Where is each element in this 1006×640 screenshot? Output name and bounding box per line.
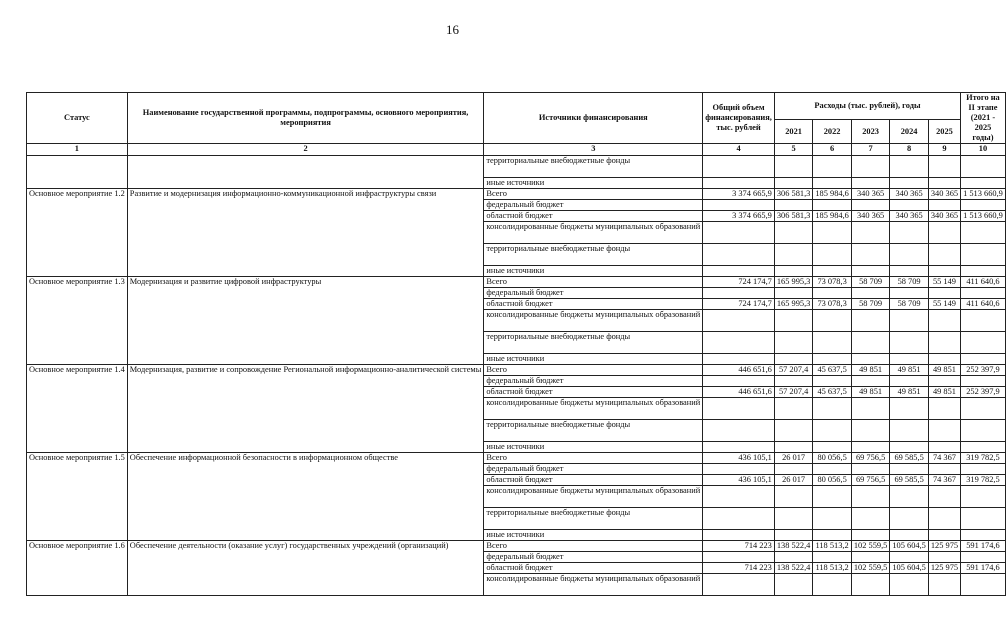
value-cell <box>928 486 960 508</box>
source-cell: консолидированные бюджеты муниципальных образований <box>484 398 703 420</box>
value-cell <box>961 244 1006 266</box>
value-cell <box>851 200 890 211</box>
source-cell: Всего <box>484 277 703 288</box>
value-cell <box>961 310 1006 332</box>
status-cell: Основное мероприятие 1.4 <box>27 365 128 453</box>
value-cell <box>851 244 890 266</box>
source-cell: территориальные внебюджетные фонды <box>484 420 703 442</box>
value-cell: 724 174,7 <box>703 277 775 288</box>
source-cell: федеральный бюджет <box>484 376 703 387</box>
name-cell <box>127 156 484 189</box>
value-cell: 55 149 <box>928 277 960 288</box>
source-cell: федеральный бюджет <box>484 464 703 475</box>
source-cell: федеральный бюджет <box>484 288 703 299</box>
value-cell <box>928 310 960 332</box>
source-cell: Всего <box>484 365 703 376</box>
value-cell <box>961 530 1006 541</box>
value-cell <box>890 508 929 530</box>
name-cell: Развитие и модернизация информационно-коммуникационной инфраструктуры связи <box>127 189 484 277</box>
value-cell <box>851 420 890 442</box>
value-cell: 69 756,5 <box>851 453 890 464</box>
value-cell: 714 223 <box>703 563 775 574</box>
value-cell <box>928 574 960 596</box>
value-cell: 58 709 <box>890 277 929 288</box>
value-cell <box>851 354 890 365</box>
name-cell: Обеспечение информационной безопасности в информационном обществе <box>127 453 484 541</box>
value-cell: 49 851 <box>851 365 890 376</box>
value-cell: 411 640,6 <box>961 299 1006 310</box>
value-cell: 26 017 <box>774 453 813 464</box>
value-cell <box>961 354 1006 365</box>
financing-table <box>26 92 1006 596</box>
value-cell: 26 017 <box>774 475 813 486</box>
value-cell <box>928 222 960 244</box>
value-cell <box>703 266 775 277</box>
source-cell: областной бюджет <box>484 387 703 398</box>
value-cell <box>890 442 929 453</box>
value-cell <box>774 310 813 332</box>
value-cell: 69 585,5 <box>890 453 929 464</box>
value-cell <box>703 464 775 475</box>
value-cell <box>928 442 960 453</box>
value-cell <box>703 222 775 244</box>
value-cell <box>703 442 775 453</box>
table-body <box>27 156 1006 596</box>
value-cell: 165 995,3 <box>774 299 813 310</box>
column-number: 3 <box>484 144 703 156</box>
value-cell <box>890 288 929 299</box>
value-cell <box>890 200 929 211</box>
value-cell <box>703 244 775 266</box>
value-cell <box>928 156 960 178</box>
value-cell <box>774 178 813 189</box>
value-cell: 165 995,3 <box>774 277 813 288</box>
value-cell <box>774 266 813 277</box>
source-cell: консолидированные бюджеты муниципальных образований <box>484 574 703 596</box>
value-cell <box>928 332 960 354</box>
value-cell: 340 365 <box>851 189 890 200</box>
value-cell <box>928 530 960 541</box>
value-cell <box>961 464 1006 475</box>
value-cell <box>813 552 852 563</box>
source-cell: консолидированные бюджеты муниципальных образований <box>484 310 703 332</box>
value-cell <box>703 376 775 387</box>
value-cell: 57 207,4 <box>774 365 813 376</box>
status-cell: Основное мероприятие 1.6 <box>27 541 128 596</box>
value-cell: 340 365 <box>890 211 929 222</box>
value-cell: 49 851 <box>890 365 929 376</box>
value-cell: 306 581,3 <box>774 211 813 222</box>
value-cell: 252 397,9 <box>961 387 1006 398</box>
value-cell <box>890 244 929 266</box>
value-cell: 74 367 <box>928 475 960 486</box>
value-cell: 340 365 <box>928 189 960 200</box>
value-cell <box>890 398 929 420</box>
table-row <box>27 189 1006 200</box>
value-cell: 340 365 <box>890 189 929 200</box>
value-cell <box>928 508 960 530</box>
value-cell: 45 637,5 <box>813 387 852 398</box>
value-cell <box>890 310 929 332</box>
source-cell: территориальные внебюджетные фонды <box>484 244 703 266</box>
value-cell <box>851 332 890 354</box>
value-cell <box>961 332 1006 354</box>
value-cell <box>774 354 813 365</box>
column-number: 8 <box>890 144 929 156</box>
value-cell <box>890 530 929 541</box>
source-cell: иные источники <box>484 442 703 453</box>
value-cell: 58 709 <box>851 277 890 288</box>
value-cell <box>851 376 890 387</box>
source-cell: федеральный бюджет <box>484 200 703 211</box>
value-cell: 49 851 <box>851 387 890 398</box>
value-cell <box>813 156 852 178</box>
value-cell <box>961 442 1006 453</box>
value-cell: 306 581,3 <box>774 189 813 200</box>
value-cell <box>703 530 775 541</box>
value-cell: 138 522,4 <box>774 541 813 552</box>
value-cell <box>703 486 775 508</box>
table-row <box>27 156 1006 178</box>
source-cell: областной бюджет <box>484 211 703 222</box>
source-cell: иные источники <box>484 530 703 541</box>
header-expenses: Расходы (тыс. рублей), годы <box>774 93 960 120</box>
value-cell: 319 782,5 <box>961 475 1006 486</box>
value-cell <box>813 376 852 387</box>
value-cell <box>774 464 813 475</box>
value-cell <box>961 178 1006 189</box>
column-number: 1 <box>27 144 128 156</box>
value-cell: 411 640,6 <box>961 277 1006 288</box>
header-result: Итого на II этапе (2021 - 2025 годы) <box>961 93 1006 144</box>
name-cell: Модернизация и развитие цифровой инфраструктуры <box>127 277 484 365</box>
value-cell <box>703 332 775 354</box>
value-cell <box>851 552 890 563</box>
value-cell <box>774 244 813 266</box>
header-name: Наименование государственной программы, подпрограммы, основного мероприятия, мероприятия <box>127 93 484 144</box>
value-cell <box>813 178 852 189</box>
value-cell <box>851 508 890 530</box>
value-cell: 436 105,1 <box>703 475 775 486</box>
value-cell <box>851 310 890 332</box>
value-cell <box>851 398 890 420</box>
value-cell <box>851 574 890 596</box>
value-cell: 340 365 <box>928 211 960 222</box>
source-cell: областной бюджет <box>484 299 703 310</box>
status-cell: Основное мероприятие 1.2 <box>27 189 128 277</box>
value-cell <box>961 398 1006 420</box>
value-cell <box>703 398 775 420</box>
value-cell: 3 374 665,9 <box>703 189 775 200</box>
value-cell <box>851 442 890 453</box>
value-cell <box>928 420 960 442</box>
value-cell <box>890 376 929 387</box>
value-cell <box>851 530 890 541</box>
value-cell <box>774 574 813 596</box>
value-cell <box>813 508 852 530</box>
value-cell: 446 651,6 <box>703 365 775 376</box>
source-cell: Всего <box>484 453 703 464</box>
value-cell: 58 709 <box>890 299 929 310</box>
column-number: 9 <box>928 144 960 156</box>
header-year: 2022 <box>813 120 852 144</box>
value-cell: 125 975 <box>928 563 960 574</box>
value-cell <box>703 552 775 563</box>
value-cell <box>851 464 890 475</box>
column-number: 4 <box>703 144 775 156</box>
value-cell: 73 078,3 <box>813 277 852 288</box>
value-cell <box>813 530 852 541</box>
value-cell <box>774 398 813 420</box>
value-cell <box>813 222 852 244</box>
status-cell: Основное мероприятие 1.3 <box>27 277 128 365</box>
value-cell: 1 513 660,9 <box>961 189 1006 200</box>
source-cell: областной бюджет <box>484 475 703 486</box>
value-cell: 724 174,7 <box>703 299 775 310</box>
source-cell: иные источники <box>484 178 703 189</box>
column-number: 2 <box>127 144 484 156</box>
value-cell: 118 513,2 <box>813 541 852 552</box>
table-row <box>27 365 1006 376</box>
value-cell: 49 851 <box>928 387 960 398</box>
source-cell: Всего <box>484 189 703 200</box>
value-cell <box>961 266 1006 277</box>
value-cell <box>703 354 775 365</box>
value-cell: 80 056,5 <box>813 453 852 464</box>
value-cell: 73 078,3 <box>813 299 852 310</box>
value-cell <box>961 288 1006 299</box>
value-cell <box>890 486 929 508</box>
value-cell: 319 782,5 <box>961 453 1006 464</box>
value-cell <box>928 178 960 189</box>
value-cell <box>928 464 960 475</box>
value-cell <box>928 398 960 420</box>
header-total: Общий объем финансирования, тыс. рублей <box>703 93 775 144</box>
value-cell <box>961 222 1006 244</box>
source-cell: территориальные внебюджетные фонды <box>484 156 703 178</box>
value-cell <box>961 552 1006 563</box>
value-cell <box>890 552 929 563</box>
value-cell <box>813 266 852 277</box>
header-year: 2021 <box>774 120 813 144</box>
value-cell: 102 559,5 <box>851 563 890 574</box>
value-cell <box>961 486 1006 508</box>
value-cell: 436 105,1 <box>703 453 775 464</box>
value-cell <box>851 486 890 508</box>
value-cell: 118 513,2 <box>813 563 852 574</box>
value-cell <box>703 156 775 178</box>
value-cell <box>851 222 890 244</box>
table-row <box>27 277 1006 288</box>
value-cell: 185 984,6 <box>813 211 852 222</box>
column-number: 10 <box>961 144 1006 156</box>
value-cell <box>961 574 1006 596</box>
value-cell: 102 559,5 <box>851 541 890 552</box>
column-number: 5 <box>774 144 813 156</box>
value-cell: 591 174,6 <box>961 563 1006 574</box>
value-cell: 252 397,9 <box>961 365 1006 376</box>
status-cell: Основное мероприятие 1.5 <box>27 453 128 541</box>
table-row <box>27 541 1006 552</box>
header-year: 2024 <box>890 120 929 144</box>
value-cell: 138 522,4 <box>774 563 813 574</box>
value-cell <box>928 244 960 266</box>
value-cell <box>928 288 960 299</box>
status-cell <box>27 156 128 189</box>
column-number: 6 <box>813 144 852 156</box>
value-cell: 3 374 665,9 <box>703 211 775 222</box>
value-cell <box>774 486 813 508</box>
value-cell <box>928 552 960 563</box>
value-cell <box>774 156 813 178</box>
value-cell <box>774 552 813 563</box>
value-cell <box>961 420 1006 442</box>
value-cell <box>961 376 1006 387</box>
value-cell <box>774 420 813 442</box>
value-cell <box>774 508 813 530</box>
value-cell: 49 851 <box>928 365 960 376</box>
value-cell <box>813 574 852 596</box>
value-cell <box>703 288 775 299</box>
name-cell: Модернизация, развитие и сопровождение Региональной информационно-аналитической системы <box>127 365 484 453</box>
value-cell <box>890 574 929 596</box>
value-cell: 55 149 <box>928 299 960 310</box>
value-cell <box>928 266 960 277</box>
page-number: 16 <box>446 22 459 37</box>
value-cell: 58 709 <box>851 299 890 310</box>
value-cell <box>851 178 890 189</box>
value-cell <box>961 156 1006 178</box>
value-cell <box>961 508 1006 530</box>
name-cell: Обеспечение деятельности (оказание услуг) государственных учреждений (организаций) <box>127 541 484 596</box>
value-cell: 1 513 660,9 <box>961 211 1006 222</box>
table-row <box>27 453 1006 464</box>
source-cell: федеральный бюджет <box>484 552 703 563</box>
value-cell: 591 174,6 <box>961 541 1006 552</box>
source-cell: Всего <box>484 541 703 552</box>
value-cell <box>703 200 775 211</box>
value-cell <box>928 354 960 365</box>
value-cell: 714 223 <box>703 541 775 552</box>
value-cell <box>703 178 775 189</box>
source-cell: территориальные внебюджетные фонды <box>484 508 703 530</box>
value-cell <box>890 222 929 244</box>
value-cell <box>890 156 929 178</box>
value-cell <box>703 420 775 442</box>
source-cell: консолидированные бюджеты муниципальных образований <box>484 486 703 508</box>
value-cell: 105 604,5 <box>890 541 929 552</box>
value-cell <box>890 464 929 475</box>
header-sources: Источники финансирования <box>484 93 703 144</box>
value-cell <box>703 574 775 596</box>
source-cell: иные источники <box>484 354 703 365</box>
value-cell <box>703 310 775 332</box>
value-cell <box>813 442 852 453</box>
value-cell <box>813 354 852 365</box>
value-cell: 446 651,6 <box>703 387 775 398</box>
value-cell <box>813 288 852 299</box>
value-cell <box>851 266 890 277</box>
value-cell: 185 984,6 <box>813 189 852 200</box>
value-cell: 105 604,5 <box>890 563 929 574</box>
value-cell: 57 207,4 <box>774 387 813 398</box>
value-cell <box>890 266 929 277</box>
value-cell <box>813 244 852 266</box>
value-cell: 340 365 <box>851 211 890 222</box>
value-cell <box>890 354 929 365</box>
value-cell <box>774 530 813 541</box>
header-year: 2023 <box>851 120 890 144</box>
value-cell <box>774 332 813 354</box>
value-cell: 49 851 <box>890 387 929 398</box>
source-cell: территориальные внебюджетные фонды <box>484 332 703 354</box>
value-cell: 69 756,5 <box>851 475 890 486</box>
value-cell <box>774 376 813 387</box>
source-cell: иные источники <box>484 266 703 277</box>
value-cell: 74 367 <box>928 453 960 464</box>
value-cell <box>928 200 960 211</box>
column-number: 7 <box>851 144 890 156</box>
value-cell <box>813 332 852 354</box>
value-cell: 125 975 <box>928 541 960 552</box>
header-status: Статус <box>27 93 128 144</box>
header-row <box>27 93 1006 120</box>
value-cell <box>851 156 890 178</box>
value-cell <box>813 486 852 508</box>
source-cell: консолидированные бюджеты муниципальных образований <box>484 222 703 244</box>
value-cell: 69 585,5 <box>890 475 929 486</box>
value-cell <box>890 332 929 354</box>
value-cell <box>890 420 929 442</box>
value-cell <box>851 288 890 299</box>
value-cell: 45 637,5 <box>813 365 852 376</box>
source-cell: областной бюджет <box>484 563 703 574</box>
value-cell <box>774 200 813 211</box>
value-cell <box>813 464 852 475</box>
value-cell <box>703 508 775 530</box>
header-year: 2025 <box>928 120 960 144</box>
value-cell <box>774 442 813 453</box>
value-cell <box>774 288 813 299</box>
value-cell <box>890 178 929 189</box>
value-cell <box>813 310 852 332</box>
value-cell <box>813 200 852 211</box>
value-cell: 80 056,5 <box>813 475 852 486</box>
value-cell <box>961 200 1006 211</box>
column-number-row <box>27 144 1006 156</box>
value-cell <box>928 376 960 387</box>
value-cell <box>813 420 852 442</box>
value-cell <box>813 398 852 420</box>
value-cell <box>774 222 813 244</box>
